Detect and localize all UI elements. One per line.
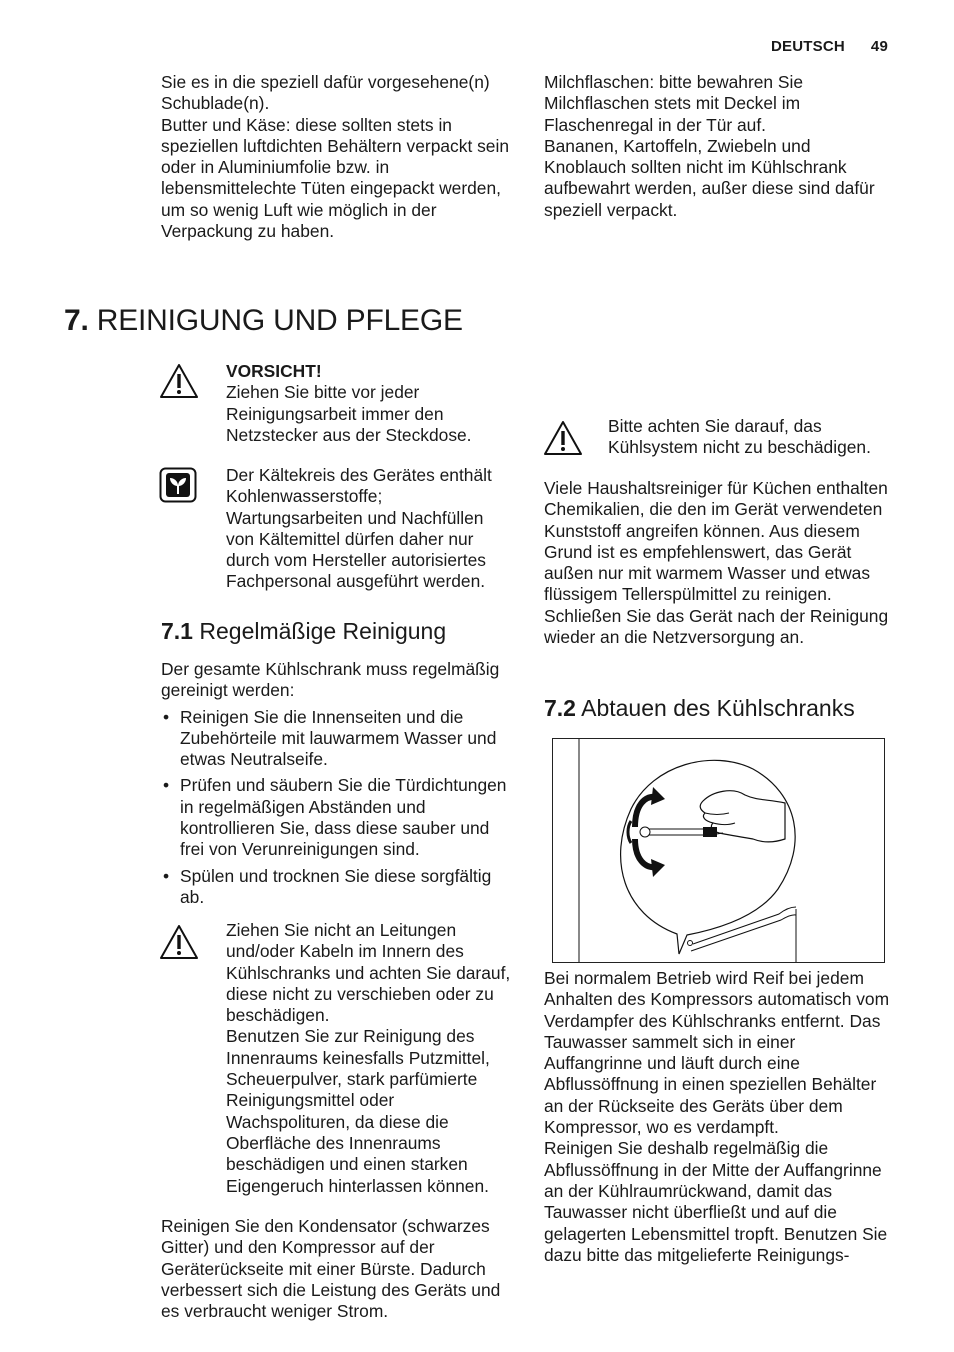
defrost-body [544,968,894,1266]
intro-right-para-2: Bananen, Kartoffeln, Zwiebeln und Knoblauch sollten nicht im Kühlschrank aufbewahrt werden, außer diese sind dafür speziell verpackt. [544,135,875,220]
environment-note-text: Der Kältekreis des Gerätes enthält Kohlenwasserstoffe; Wartungsarbeiten und Nachfüllen von Kältemittel dürfen daher nur durch vom Hersteller autorisiertes Fachpersonal ausgeführt werden. [226,465,492,592]
cooling-system-warning [608,416,892,459]
intro-right-column [544,72,890,221]
reconnect-text: Schließen Sie das Gerät nach der Reinigung wieder an die Netzversorgung an. [544,605,889,648]
section-heading [64,303,463,339]
warning-triangle-icon [159,363,199,404]
header-language: DEUTSCH [771,38,845,55]
page-header [771,38,888,55]
household-cleaners-text: Viele Haushaltsreiniger für Küchen enthalten Chemikalien, die den im Gerät verwendeten Kunststoff angreifen können. Aus diesem Grund ist es empfehlenswert, das Gerät außen nur mit warmem Wasser und etwas flüssigem Tellerspülmittel zu reinigen. [544,478,888,605]
cables-warning [226,920,516,1197]
cleaners-warning-text: Benutzen Sie zur Reinigung des Innenraums keinesfalls Putzmittel, Scheuerpulver, stark parfümierte Reinigungsmittel oder Wachspolituren, da diese die Oberfläche des Innenraums beschädigen und einen starken Eigengeruch hinterlassen können. [226,1026,490,1196]
condenser-text: Reinigen Sie den Kondensator (schwarzes Gitter) und den Kompressor auf der Geräterückseite mit einer Bürste. Dadurch verbessert sich die Leistung des Geräts und es verbraucht weniger Strom. [161,1216,501,1322]
section-title: REINIGUNG UND PFLEGE [96,304,463,337]
environment-plant-icon [159,467,197,508]
intro-right-para-1: Milchflaschen: bitte bewahren Sie Milchflaschen stets mit Deckel im Flaschenregal in der Tür auf. [544,72,804,135]
caution-title: VORSICHT! [226,361,322,381]
warning-triangle-icon [543,420,583,461]
warning-triangle-icon [159,924,199,965]
section-number: 7. [64,304,89,337]
subsection-heading-7-1 [161,617,446,645]
list-item: • Reinigen Sie die Innenseiten und die Zubehörteile mit lauwarmem Wasser und etwas Neutralseife. [161,707,515,771]
caution-text: Ziehen Sie bitte vor jeder Reinigungsarbeit immer den Netzstecker aus der Steckdose. [226,382,472,445]
intro-left-para-1: Sie es in die speziell dafür vorgesehene(n) Schublade(n). [161,72,490,114]
subsection-number: 7.2 [544,695,576,721]
condenser-paragraph [161,1216,517,1322]
regular-cleaning-body [161,659,515,913]
subsection-number: 7.1 [161,618,193,644]
household-cleaners-paragraph [544,478,894,648]
list-item: • Prüfen und säubern Sie die Türdichtungen in regelmäßigen Abständen und kontrollieren Sie, dass diese sauber und frei von Verunreinigungen sind. [161,775,515,860]
intro-left-para-2: Butter und Käse: diese sollten stets in speziellen luftdichten Behältern verpackt sein oder in Aluminiumfolie bzw. in lebensmittelechte Tüten eingepackt werden, um so wenig Luft wie möglich in der Verpackung zu haben. [161,114,510,242]
defrost-para-2: Reinigen Sie deshalb regelmäßig die Abflussöffnung in der Mitte der Auffangrinne an der Kühlraumrückwand, damit das Tauwasser nicht überfließt und auf die gelagerten Lebensmittel tropft. Benutzen Sie dazu bitte das mitgelieferte Reinigungs- [544,1138,888,1265]
intro-left-column [161,72,513,242]
subsection-title: Regelmäßige Reinigung [199,618,447,644]
cables-warning-text: Ziehen Sie nicht an Leitungen und/oder Kabeln im Innern des Kühlschranks und achten Sie darauf, diese nicht zu verschieben oder zu beschädigen. [226,920,511,1026]
cooling-system-warning-text: Bitte achten Sie darauf, das Kühlsystem nicht zu beschädigen. [608,416,871,458]
defrost-drain-illustration [552,738,885,963]
cleaning-bullet-list [161,707,515,909]
regular-cleaning-intro: Der gesamte Kühlschrank muss regelmäßig gereinigt werden: [161,659,500,701]
list-item: • Spülen und trocknen Sie diese sorgfältig ab. [161,866,515,909]
environment-note [226,465,516,593]
defrost-para-1: Bei normalem Betrieb wird Reif bei jedem Anhalten des Kompressors automatisch vom Verdampfer des Kühlschranks entfernt. Das Tauwasser sammelt sich in einer Auffangrinne und läuft durch eine Abflussöffnung in einen speziellen Behälter an der Rückseite des Geräts über dem Kompressor, wo es verdampft. [544,968,890,1138]
subsection-heading-7-2 [544,694,855,722]
page-number: 49 [870,38,888,55]
caution-block [226,361,516,446]
subsection-title: Abtauen des Kühlschranks [581,695,855,721]
